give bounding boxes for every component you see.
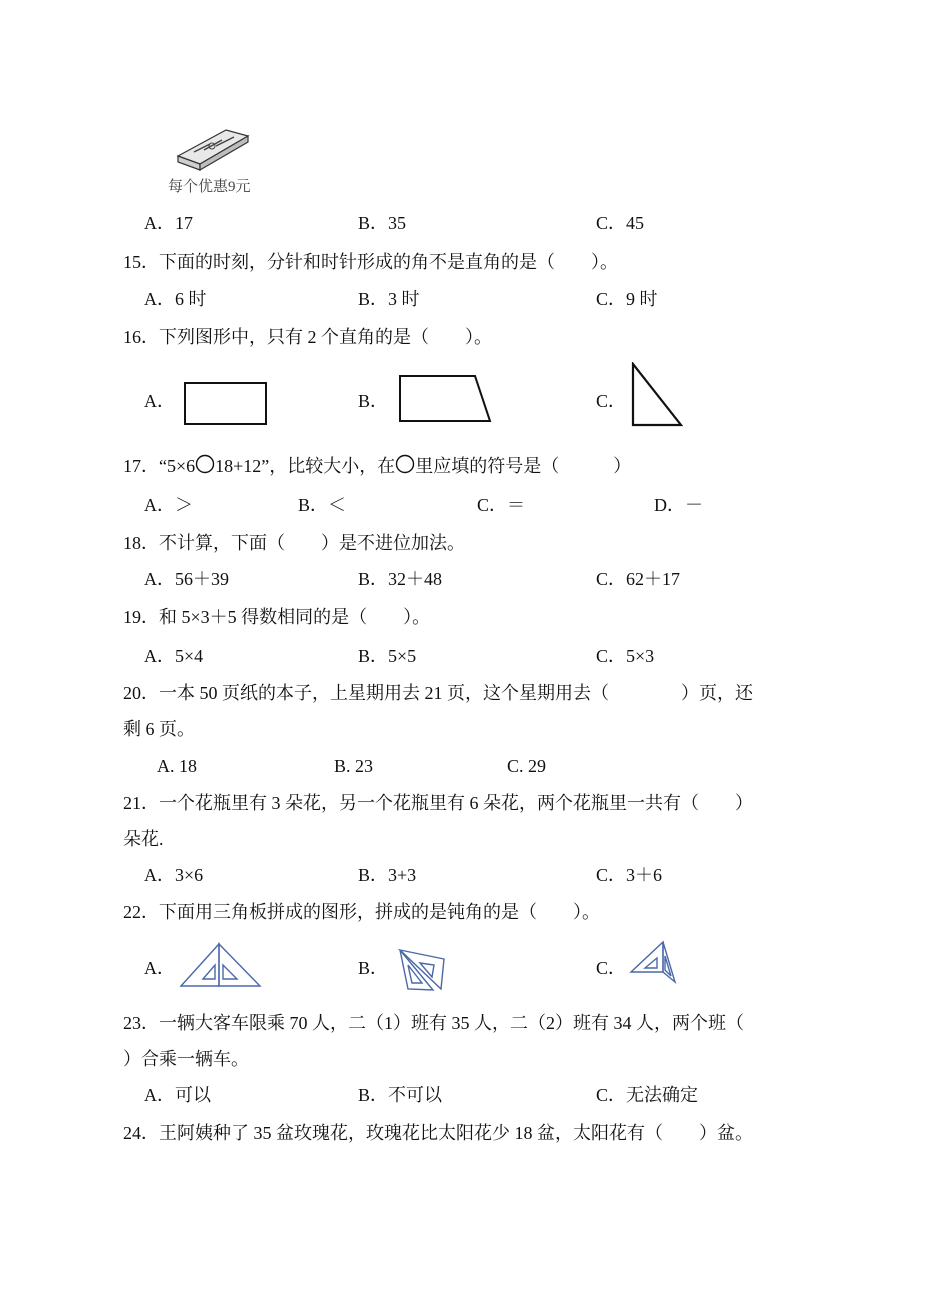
q19-option-b[interactable]: B．5×5 xyxy=(358,646,417,666)
right-triangle-figure xyxy=(629,362,685,428)
q15-question: 15．下面的时刻，分针和时针形成的角不是直角的是（ ）。 xyxy=(123,252,618,272)
q17-text-3: 里应填的符号是（ ） xyxy=(415,456,632,476)
q19-question: 19．和 5×3＋5 得数相同的是（ ）。 xyxy=(123,607,431,627)
q20-question-line2: 剩 6 页。 xyxy=(123,719,195,739)
q20-question-line1: 20．一本 50 页纸的本子，上星期用去 21 页，这个星期用去（ ）页，还 xyxy=(123,683,753,703)
q18-option-a[interactable]: A．56＋39 xyxy=(144,569,229,589)
q20-option-a[interactable]: A. 18 xyxy=(157,756,197,776)
q18-question: 18．不计算，下面（ ）是不进位加法。 xyxy=(123,533,465,553)
q18-option-c[interactable]: C．62＋17 xyxy=(596,569,681,589)
q23-option-c[interactable]: C．无法确定 xyxy=(596,1085,699,1105)
q23-question-line2: ）合乘一辆车。 xyxy=(123,1049,249,1069)
circle-blank-icon xyxy=(395,454,415,474)
q18-option-b[interactable]: B．32＋48 xyxy=(358,569,443,589)
image-caption: 每个优惠9元 xyxy=(168,179,251,195)
q16-option-b[interactable]: B． xyxy=(358,391,389,411)
q20-option-b[interactable]: B. 23 xyxy=(334,756,374,776)
q23-option-b[interactable]: B．不可以 xyxy=(358,1085,443,1105)
q17-question xyxy=(123,454,631,478)
set-squares-figure-c xyxy=(627,940,679,986)
q21-question-line2: 朵花. xyxy=(123,829,164,849)
q15-option-c[interactable]: C．9 时 xyxy=(596,289,658,309)
q17-option-a[interactable]: A．＞ xyxy=(144,495,193,515)
q15-option-a[interactable]: A．6 时 xyxy=(144,289,207,309)
q16-option-c[interactable]: C． xyxy=(596,391,627,411)
pencil-case-image xyxy=(174,126,254,172)
q21-option-b[interactable]: B．3+3 xyxy=(358,865,417,885)
q22-option-a[interactable]: A． xyxy=(144,958,175,978)
q14-option-b[interactable]: B．35 xyxy=(358,213,407,233)
q19-option-a[interactable]: A．5×4 xyxy=(144,646,204,666)
q22-question: 22．下面用三角板拼成的图形，拼成的是钝角的是（ ）。 xyxy=(123,902,600,922)
q16-option-a[interactable]: A． xyxy=(144,391,175,411)
q24-question: 24．王阿姨种了 35 盆玫瑰花，玫瑰花比太阳花少 18 盆，太阳花有（ ）盆。 xyxy=(123,1123,753,1143)
circle-blank-icon xyxy=(195,454,215,474)
q21-option-c[interactable]: C．3＋6 xyxy=(596,865,663,885)
rectangle-figure xyxy=(183,381,269,427)
set-squares-figure-a xyxy=(179,941,263,989)
set-squares-figure-b xyxy=(396,947,448,993)
q17-option-b[interactable]: B．＜ xyxy=(298,495,347,515)
q17-option-d[interactable]: D．－ xyxy=(654,495,703,515)
q14-option-c[interactable]: C．45 xyxy=(596,213,645,233)
q17-option-c[interactable]: C．＝ xyxy=(477,495,526,515)
q17-text-2: 18+12”，比较大小，在 xyxy=(215,456,396,476)
q20-option-c[interactable]: C. 29 xyxy=(507,756,547,776)
trapezoid-figure xyxy=(398,374,494,424)
q15-option-b[interactable]: B．3 时 xyxy=(358,289,420,309)
q19-option-c[interactable]: C．5×3 xyxy=(596,646,655,666)
q22-option-c[interactable]: C． xyxy=(596,958,627,978)
q14-option-a[interactable]: A．17 xyxy=(144,213,193,233)
q21-question-line1: 21．一个花瓶里有 3 朵花，另一个花瓶里有 6 朵花，两个花瓶里一共有（ ） xyxy=(123,793,753,813)
q21-option-a[interactable]: A．3×6 xyxy=(144,865,204,885)
q23-option-a[interactable]: A．可以 xyxy=(144,1085,211,1105)
q16-question: 16．下列图形中，只有 2 个直角的是（ ）。 xyxy=(123,327,492,347)
q17-text-1: 17．“5×6 xyxy=(123,456,196,476)
q22-option-b[interactable]: B． xyxy=(358,958,389,978)
q23-question-line1: 23．一辆大客车限乘 70 人，二（1）班有 35 人，二（2）班有 34 人，两个班（ xyxy=(123,1013,744,1033)
